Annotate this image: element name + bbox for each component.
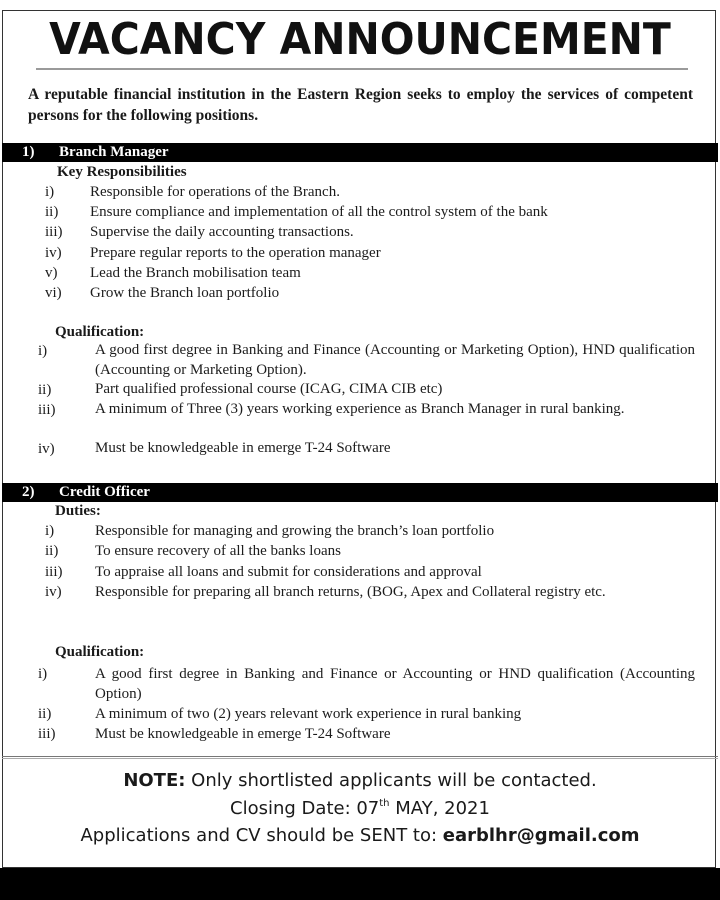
- list-item-number: iv): [38, 440, 55, 457]
- note-line: [0, 770, 720, 791]
- credit-officer-qualification-heading: Qualification:: [55, 644, 145, 660]
- list-item-text: Supervise the daily accounting transactions.: [90, 224, 354, 241]
- list-item-text: Responsible for preparing all branch returns, (BOG, Apex and Collateral registry etc.: [95, 583, 606, 600]
- list-item: [45, 582, 695, 623]
- contact-email[interactable]: earblhr@gmail.com: [442, 825, 640, 846]
- list-item-text: A good first degree in Banking and Finance (Accounting or Marketing Option), HND qualification (Accounting or Marketing Option).: [95, 342, 695, 378]
- list-item-number: iii): [45, 224, 63, 241]
- intro-text: A reputable financial institution in the Eastern Region seeks to employ the services of competent persons for the following positions.: [28, 86, 693, 124]
- list-item: [45, 182, 695, 202]
- list-item-number: i): [38, 666, 48, 682]
- list-item: [45, 222, 695, 242]
- list-item: [38, 439, 695, 459]
- list-item-text: Prepare regular reports to the operation manager: [90, 244, 381, 261]
- branch-manager-qualification-heading: Qualification:: [55, 324, 145, 340]
- list-item: [38, 341, 695, 380]
- list-item-text: Must be knowledgeable in emerge T-24 Software: [95, 726, 391, 742]
- list-item-number: i): [45, 523, 55, 539]
- note-text: Only shortlisted applicants will be contacted.: [185, 770, 597, 791]
- footer-separator: [2, 756, 718, 759]
- list-item-text: Part qualified professional course (ICAG, CIMA CIB etc): [95, 381, 443, 397]
- page-title: VACANCY ANNOUNCEMENT: [49, 14, 671, 65]
- list-item: [38, 724, 695, 744]
- list-item-text: Lead the Branch mobilisation team: [90, 264, 301, 281]
- list-item-number: ii): [45, 204, 59, 221]
- list-item: [45, 202, 695, 222]
- list-item-number: i): [38, 343, 48, 359]
- closing-rest: MAY, 2021: [389, 798, 490, 819]
- list-item-text: Responsible for managing and growing the branch’s loan portfolio: [95, 523, 495, 539]
- list-item: [38, 664, 695, 704]
- list-item: [45, 521, 695, 541]
- list-item-number: iii): [45, 563, 63, 580]
- list-item-number: i): [45, 184, 55, 200]
- intro-paragraph: [28, 84, 693, 126]
- closing-sup: th: [379, 798, 390, 809]
- section-number: 2): [22, 484, 35, 500]
- list-item: [45, 562, 695, 582]
- list-item: [38, 704, 695, 724]
- note-label: NOTE:: [123, 770, 186, 791]
- list-item-number: vi): [45, 285, 62, 301]
- list-item: [45, 283, 695, 303]
- list-item-text: Ensure compliance and implementation of all the control system of the bank: [90, 204, 548, 221]
- closing-date-line: [0, 798, 720, 819]
- list-item: [45, 541, 695, 561]
- list-item-text: To appraise all loans and submit for considerations and approval: [95, 563, 482, 580]
- closing-label: Closing Date: 07: [230, 798, 380, 819]
- list-item: [45, 243, 695, 263]
- list-item-number: iv): [45, 583, 62, 600]
- apply-text: Applications and CV should be SENT to:: [80, 825, 443, 846]
- list-item: [38, 380, 695, 400]
- list-item-number: iv): [45, 244, 62, 261]
- bottom-black-band: [0, 868, 720, 900]
- list-item-text: A minimum of two (2) years relevant work experience in rural banking: [95, 706, 522, 722]
- list-item-text: Must be knowledgeable in emerge T-24 Software: [95, 439, 391, 456]
- list-item-text: To ensure recovery of all the banks loans: [95, 543, 341, 560]
- list-item: [45, 263, 695, 283]
- duties-heading: Duties:: [55, 503, 101, 519]
- section-title: Credit Officer: [59, 484, 150, 500]
- section-header-branch-manager: [2, 143, 718, 162]
- list-item-number: ii): [38, 382, 52, 398]
- section-header-credit-officer: [2, 483, 718, 502]
- list-item-number: iii): [38, 726, 56, 742]
- list-item-number: ii): [45, 543, 59, 560]
- list-item-number: ii): [38, 706, 52, 722]
- key-responsibilities-heading: Key Responsibilities: [57, 164, 187, 180]
- list-item-number: iii): [38, 401, 56, 418]
- list-item: [38, 400, 695, 439]
- apply-line: [0, 825, 720, 846]
- list-item-text: A good first degree in Banking and Finance or Accounting or HND qualification (Accounting Option): [95, 666, 695, 702]
- list-item-text: Responsible for operations of the Branch.: [90, 184, 340, 200]
- list-item-text: Grow the Branch loan portfolio: [90, 285, 280, 301]
- list-item-text: A minimum of Three (3) years working experience as Branch Manager in rural banking.: [95, 400, 625, 417]
- list-item-number: v): [45, 264, 58, 281]
- section-number: 1): [22, 144, 35, 160]
- section-title: Branch Manager: [59, 144, 169, 160]
- title-underline: [36, 68, 688, 70]
